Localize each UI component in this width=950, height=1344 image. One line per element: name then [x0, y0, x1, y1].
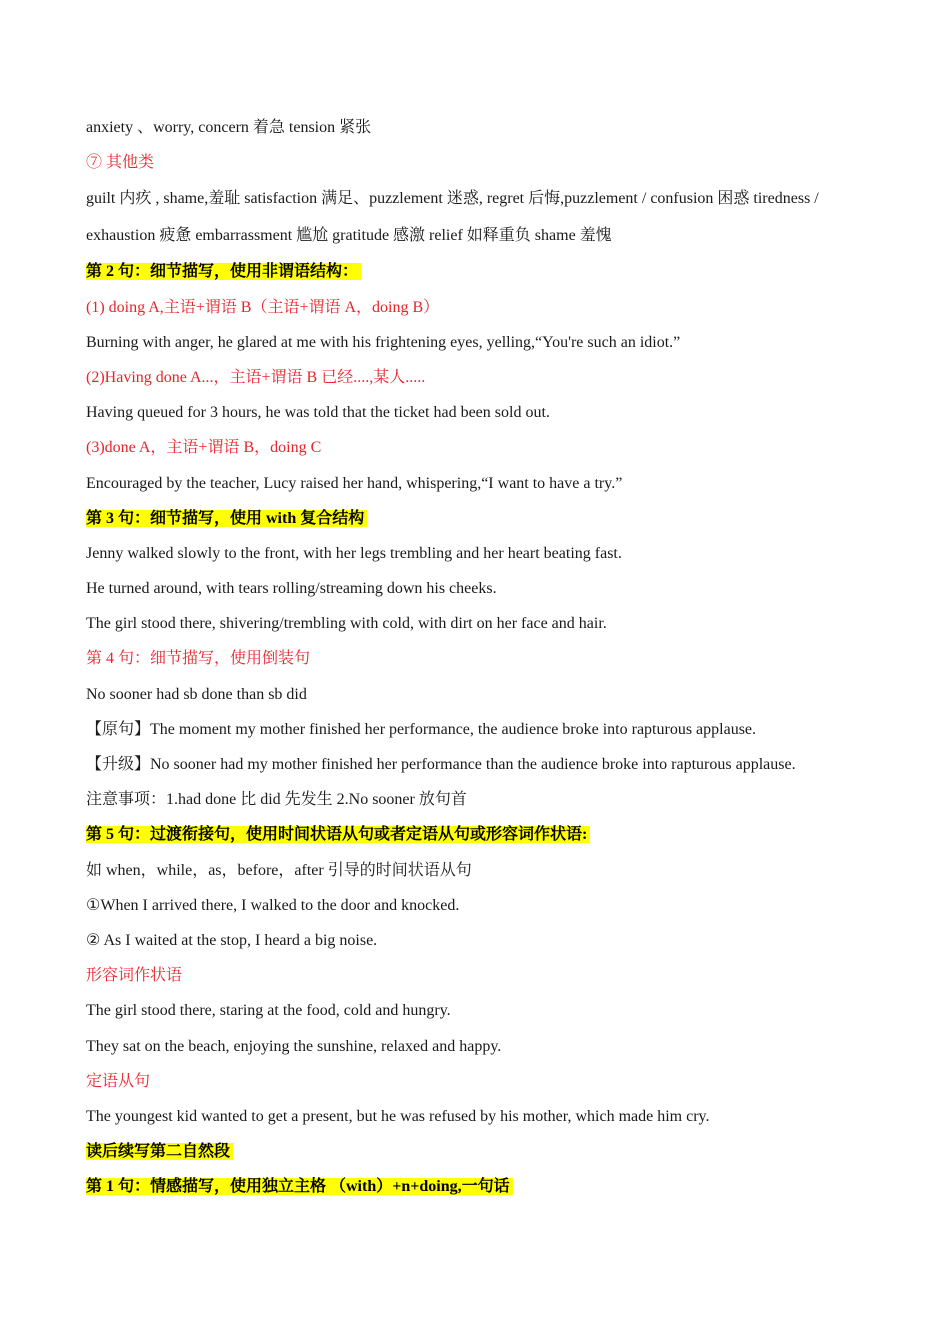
document-body	[86, 110, 886, 1204]
example-2: Having queued for 3 hours, he was told that the ticket had been sold out.	[86, 404, 550, 422]
adjective-adverbial-heading: 形容词作状语	[86, 967, 183, 985]
pattern-3: (3)done A，主语+谓语 B，doing C	[86, 439, 322, 457]
pattern-1: (1) doing A,主语+谓语 B（主语+谓语 A，doing B）	[86, 298, 440, 316]
time-clause-intro: 如 when，while，as，before，after 引导的时间状语从句	[86, 861, 472, 879]
notes: 注意事项：1.had done 比 did 先发生 2.No sooner 放句首	[86, 791, 467, 809]
inversion-pattern: No sooner had sb done than sb did	[86, 685, 307, 703]
attributive-example: The youngest kid wanted to get a present, but he was refused by his mother, which made him cry.	[86, 1107, 710, 1125]
paragraph-2-heading: 读后续写第二自然段	[86, 1143, 233, 1160]
with-example-1: Jenny walked slowly to the front, with her legs trembling and her heart beating fast.	[86, 544, 622, 562]
original-sentence: 【原句】The moment my mother finished her performance, the audience broke into rapturous applause.	[86, 720, 757, 738]
pattern-2: (2)Having done A...，主语+谓语 B 已经....,某人.....	[86, 368, 426, 386]
example-1: Burning with anger, he glared at me with his frightening eyes, yelling,“You're such an idiot.”	[86, 333, 681, 351]
adjective-example-2: They sat on the beach, enjoying the sunshine, relaxed and happy.	[86, 1037, 502, 1055]
section-heading-other: ⑦ 其他类	[86, 154, 155, 172]
vocab-line-other: guilt 内疚 , shame,羞耻 satisfaction 满足、puzzlement 迷惑, regret 后悔,puzzlement / confusion 困惑 tiredness / exhaustion 疲惫 embarrassment 尴尬 gratitude 感激 relief 如释重负 shame 羞愧	[86, 190, 819, 245]
upgraded-sentence: 【升级】No sooner had my mother finished her performance than the audience broke into rapturous applause.	[86, 756, 796, 773]
heading-sentence-3: 第 3 句：细节描写，使用 with 复合结构	[86, 510, 367, 527]
with-example-2: He turned around, with tears rolling/streaming down his cheeks.	[86, 580, 497, 598]
heading-paragraph-2-sentence-1: 第 1 句：情感描写，使用独立主格 （with）+n+doing,一句话	[86, 1178, 513, 1195]
adjective-example-1: The girl stood there, staring at the food, cold and hungry.	[86, 1002, 451, 1020]
with-example-3: The girl stood there, shivering/trembling with cold, with dirt on her face and hair.	[86, 615, 607, 633]
vocab-line-anxiety: anxiety 、worry, concern 着急 tension 紧张	[86, 119, 372, 136]
heading-sentence-5: 第 5 句：过渡衔接句，使用时间状语从句或者定语从句或形容词作状语:	[86, 826, 590, 843]
time-clause-example-1: ①When I arrived there, I walked to the door and knocked.	[86, 896, 460, 914]
attributive-clause-heading: 定语从句	[86, 1072, 151, 1090]
example-3: Encouraged by the teacher, Lucy raised her hand, whispering,“I want to have a try.”	[86, 474, 623, 492]
heading-sentence-4: 第 4 句：细节描写，使用倒装句	[86, 650, 311, 668]
heading-sentence-2: 第 2 句：细节描写，使用非谓语结构：	[86, 263, 361, 280]
time-clause-example-2: ② As I waited at the stop, I heard a big noise.	[86, 931, 378, 949]
